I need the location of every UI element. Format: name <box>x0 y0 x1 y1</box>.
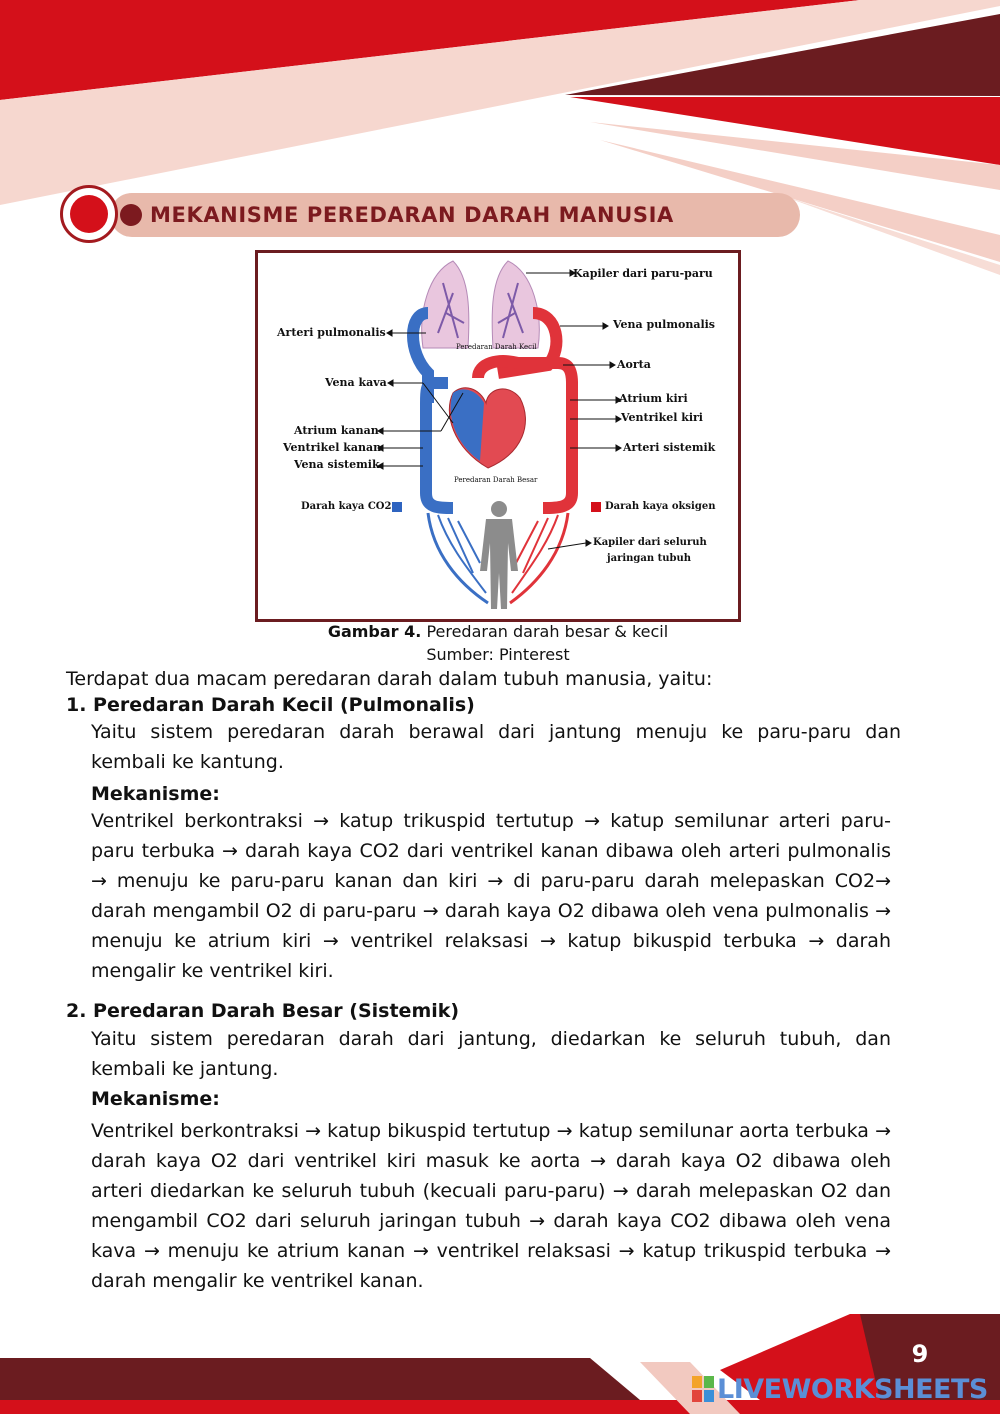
legend-oxygen-swatch <box>591 502 601 512</box>
lungs-illustration <box>422 261 540 348</box>
watermark-text: LIVEWORKSHEETS <box>717 1374 988 1405</box>
legend-co2-label: Darah kaya CO2 <box>301 501 392 512</box>
legend-oxygen-label: Darah kaya oksigen <box>605 501 716 512</box>
label-vena-pulmonalis: Vena pulmonalis <box>613 318 715 331</box>
label-arteri-sistemik: Arteri sistemik <box>623 441 716 454</box>
label-kapiler-tubuh-1: Kapiler dari seluruh <box>593 537 707 548</box>
label-peredaran-kecil: Peredaran Darah Kecil <box>456 343 537 351</box>
label-vena-kava: Vena kava <box>325 376 387 389</box>
label-atrium-kanan: Atrium kanan <box>294 424 379 437</box>
liveworksheets-mark-icon <box>692 1376 714 1402</box>
heart-illustration <box>449 388 525 468</box>
caption-text: Peredaran darah besar & kecil <box>426 622 669 641</box>
label-atrium-kiri: Atrium kiri <box>619 392 688 405</box>
section-2-mechanism: Ventrikel berkontraksi → katup bikuspid tertutup → katup semilunar aorta terbuka → darah kaya O2 dari ventrikel kiri masuk ke aorta → darah kaya O2 dibawa oleh arteri diedarkan ke seluruh tubuh (kecuali paru-paru) → darah melepaskan O2 dan mengambil CO2 dari seluruh jaringan tubuh → darah kaya CO2 dibawa oleh vena kava → menuju ke atrium kanan → ventrikel relaksasi → katup trikuspid terbuka → darah mengalir ke ventrikel kanan. <box>91 1120 891 1292</box>
section-2-heading: 2. Peredaran Darah Besar (Sistemik) <box>66 1000 460 1022</box>
figure-caption <box>255 622 741 641</box>
section-1-mechanism-label: Mekanisme: <box>91 783 220 805</box>
figure-source: Sumber: Pinterest <box>426 645 570 664</box>
label-aorta: Aorta <box>617 358 651 371</box>
section-2-mechanism-label: Mekanisme: <box>91 1088 220 1110</box>
label-kapiler-tubuh-2: jaringan tubuh <box>607 553 692 564</box>
vena-kava-vessel <box>426 383 453 508</box>
liveworksheets-logo <box>692 1374 988 1406</box>
section-1-mechanism: Ventrikel berkontraksi → katup trikuspid tertutup → katup semilunar arteri paru-paru terbuka → darah kaya CO2 dari ventrikel kanan dibawa oleh arteri pulmonalis → menuju ke paru-paru kanan dan kiri → di paru-paru darah melepaskan CO2→ darah mengambil O2 di paru-paru → darah kaya O2 dibawa oleh vena pulmonalis → menuju ke atrium kiri → ventrikel relaksasi → katup bikuspid terbuka → darah mengalir ke ventrikel kiri. <box>91 810 891 982</box>
label-peredaran-besar: Peredaran Darah Besar <box>454 476 538 484</box>
label-kapiler-paru: Kapiler dari paru-paru <box>573 267 713 280</box>
section-1-heading: 1. Peredaran Darah Kecil (Pulmonalis) <box>66 694 475 716</box>
footer-maroon-band <box>0 1358 640 1400</box>
label-ventrikel-kanan: Ventrikel kanan <box>283 441 382 454</box>
caption-bold: Gambar 4. <box>327 622 422 641</box>
banner-circle-dot-icon <box>70 195 108 233</box>
section-1-definition: Yaitu sistem peredaran darah berawal dari jantung menuju ke paru-paru dan kembali ke kantung. <box>91 721 901 773</box>
label-arteri-pulmonalis: Arteri pulmonalis <box>277 326 386 339</box>
label-vena-sistemik: Vena sistemik <box>294 458 380 471</box>
header-red-wedge <box>570 97 1000 165</box>
section-2-definition: Yaitu sistem peredaran darah dari jantung, diedarkan ke seluruh tubuh, dan kembali ke jantung. <box>91 1028 891 1080</box>
page-number: 9 <box>911 1340 929 1368</box>
legend-co2-swatch <box>392 502 402 512</box>
intro-text: Terdapat dua macam peredaran darah dalam tubuh manusia, yaitu: <box>66 668 713 690</box>
label-ventrikel-kiri: Ventrikel kiri <box>621 411 703 424</box>
banner-connector-icon <box>120 204 142 226</box>
section-title: MEKANISME PEREDARAN DARAH MANUSIA <box>150 203 674 227</box>
